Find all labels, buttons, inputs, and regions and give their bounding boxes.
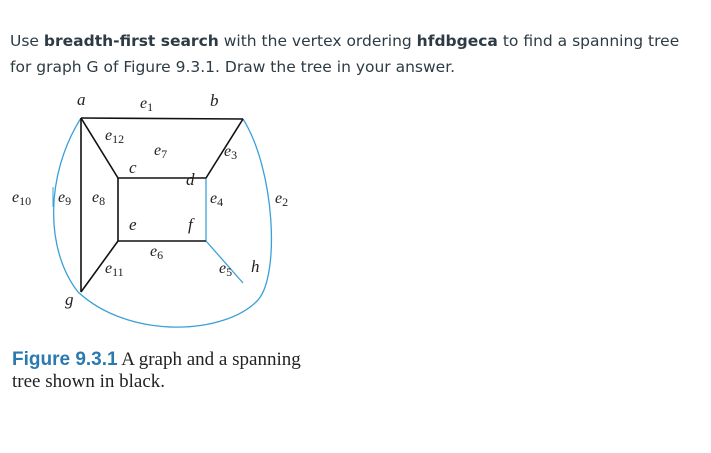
vertex-d: d [186, 170, 195, 189]
vertex-c: c [129, 158, 137, 177]
vertex-f: f [188, 215, 193, 234]
vertex-e: e [129, 215, 137, 234]
label-e12: e12 [105, 127, 125, 146]
label-e6: e6 [150, 243, 164, 262]
label-e1: e1 [140, 95, 154, 114]
figure-caption [12, 349, 312, 393]
label-e2: e2 [275, 190, 289, 209]
vertex-a: a [77, 90, 86, 109]
label-e8: e8 [92, 189, 106, 208]
label-e9: e9 [58, 189, 72, 208]
label-e11: e11 [105, 260, 124, 279]
vertex-ordering: hfdbgeca [416, 32, 498, 50]
figure-label: Figure 9.3.1 [12, 349, 118, 370]
edge-e1 [81, 118, 243, 119]
caption-text: A graph and a spanning tree shown in black. [12, 349, 301, 392]
bfs-emphasis: breadth-first search [43, 32, 219, 50]
edge-e12 [81, 118, 118, 178]
label-e4: e4 [210, 190, 224, 209]
label-e7: e7 [154, 142, 168, 161]
label-e10: e10 [12, 189, 32, 208]
vertex-g: g [65, 290, 74, 309]
label-e3: e3 [224, 143, 238, 162]
question-text: Use breadth-first search with the vertex ordering hfdbgeca to find a spanning tree for graph G of Figure 9.3.1. Draw the tree in your answer. [10, 32, 680, 76]
vertex-h: h [251, 257, 260, 276]
vertex-b: b [210, 91, 219, 110]
label-e5: e5 [219, 260, 233, 279]
edge-e2 [78, 119, 271, 327]
